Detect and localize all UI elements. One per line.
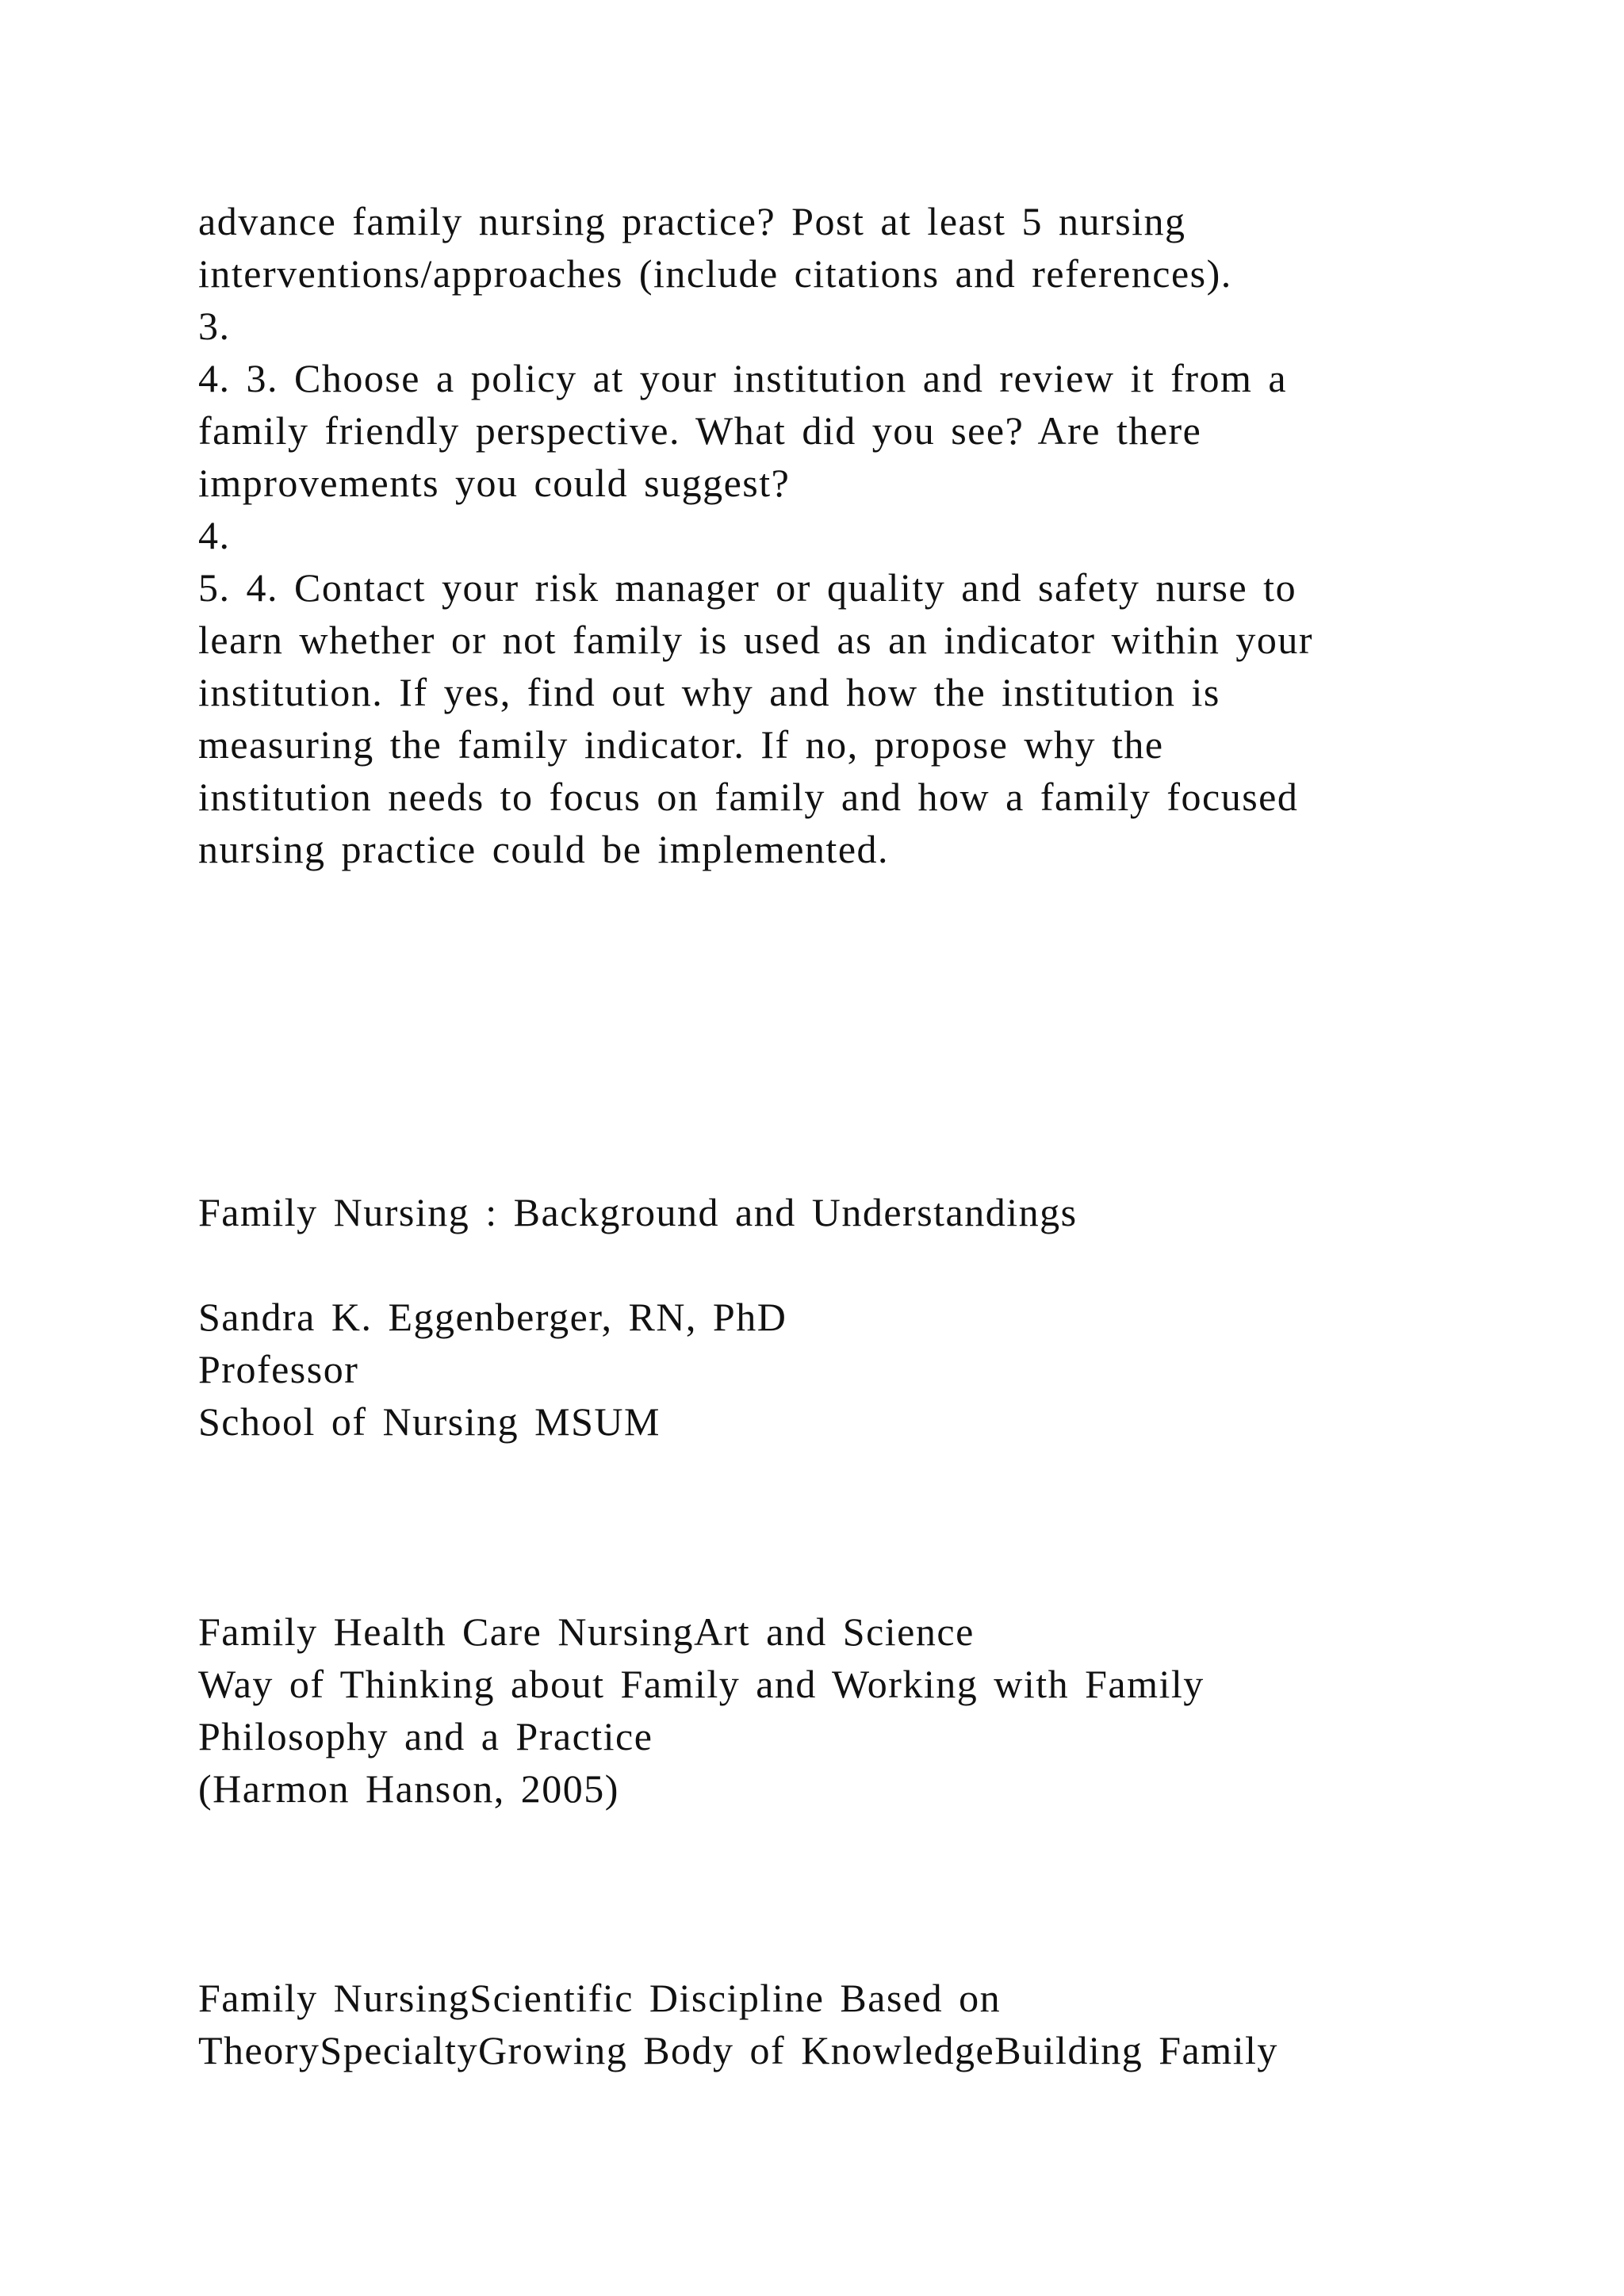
text-line: institution needs to focus on family and how a family focused [198, 775, 1299, 819]
section-title: Family Nursing : Background and Understandings [198, 1190, 1078, 1234]
text-line: 4. 3. Choose a policy at your institution and review it from a [198, 356, 1288, 400]
text-line: Family NursingScientific Discipline Based on [198, 1976, 1002, 2020]
text-line: measuring the family indicator. If no, propose why the [198, 722, 1164, 767]
text-line: learn whether or not family is used as an indicator within your [198, 618, 1314, 662]
text-line: Family Health Care NursingArt and Science [198, 1609, 975, 1654]
text-line: institution. If yes, find out why and how the institution is [198, 670, 1220, 714]
discipline-block [198, 1972, 1435, 2076]
author-affiliation: School of Nursing MSUM [198, 1399, 661, 1444]
text-line: family friendly perspective. What did you see? Are there [198, 408, 1202, 453]
text-line: Philosophy and a Practice [198, 1714, 653, 1758]
assignment-questions-block [198, 195, 1435, 875]
text-line: 3. [198, 304, 231, 348]
section-title-block [198, 1186, 1435, 1238]
text-line: Way of Thinking about Family and Working with Family [198, 1662, 1205, 1706]
text-line: advance family nursing practice? Post at least 5 nursing [198, 199, 1186, 243]
text-line: interventions/approaches (include citations and references). [198, 251, 1232, 296]
author-name: Sandra K. Eggenberger, RN, PhD [198, 1295, 787, 1339]
text-line: nursing practice could be implemented. [198, 827, 890, 871]
author-position: Professor [198, 1347, 359, 1391]
health-care-nursing-block [198, 1605, 1435, 1815]
text-line: TheorySpecialtyGrowing Body of KnowledgeBuilding Family [198, 2028, 1278, 2072]
author-block [198, 1291, 1435, 1448]
citation-line: (Harmon Hanson, 2005) [198, 1766, 619, 1811]
text-line: 5. 4. Contact your risk manager or quality and safety nurse to [198, 565, 1297, 610]
text-line: improvements you could suggest? [198, 461, 791, 505]
text-line: 4. [198, 513, 231, 557]
